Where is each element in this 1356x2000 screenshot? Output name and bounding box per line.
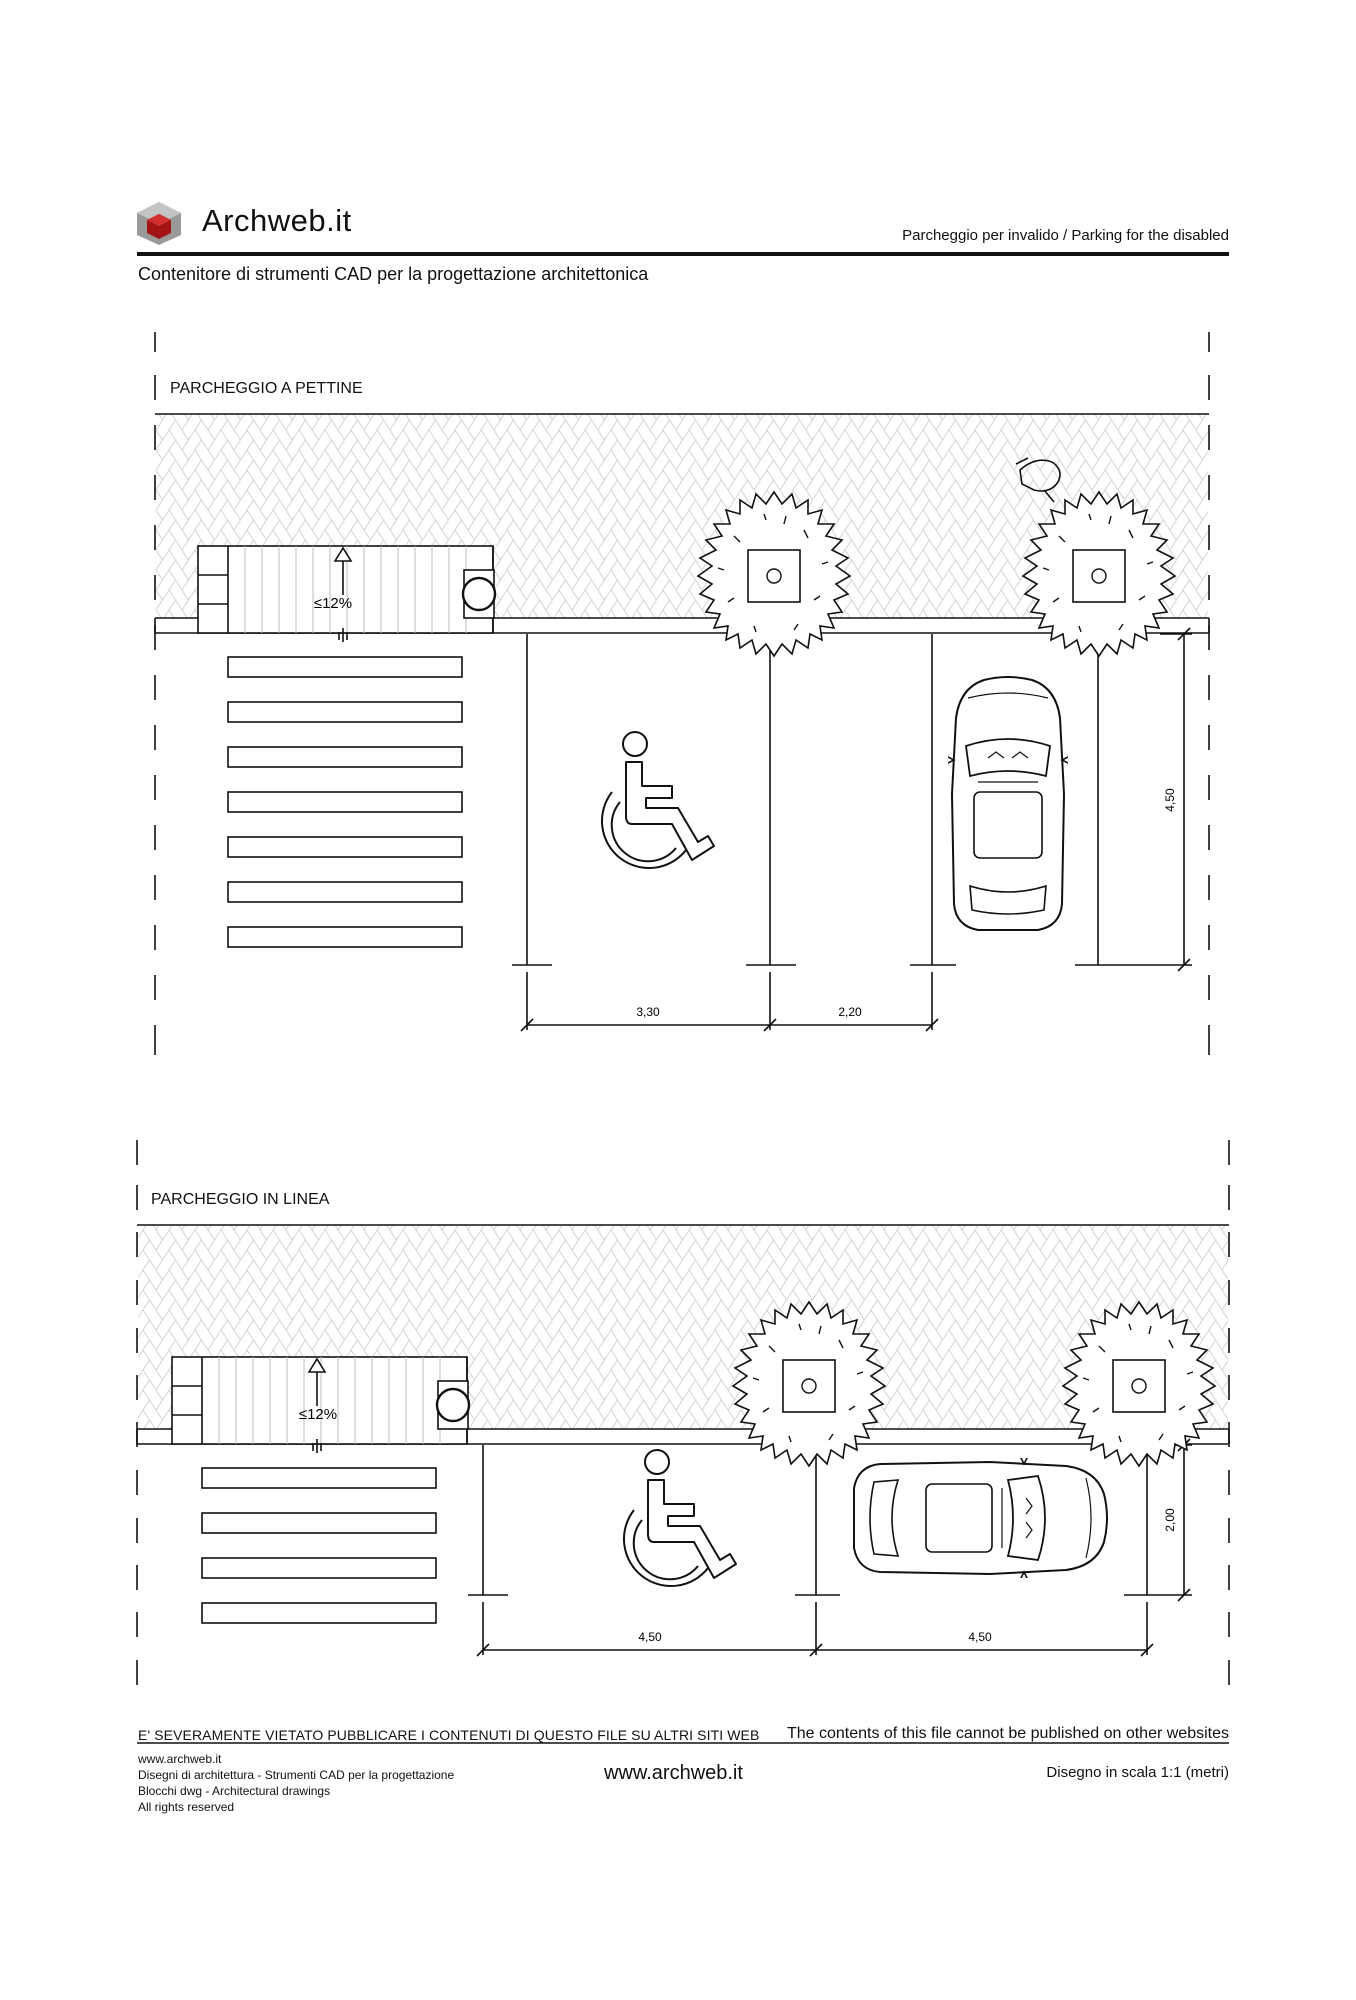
- dimension-label: 2,00: [1163, 1508, 1177, 1532]
- dimension-label: 4,50: [638, 1630, 662, 1644]
- footer-note: Blocchi dwg - Architectural drawings: [138, 1784, 331, 1798]
- dimension-label: 3,30: [636, 1005, 660, 1019]
- dimension-label: 2,20: [838, 1005, 862, 1019]
- slope-label: ≤12%: [313, 595, 353, 612]
- section-title-parallel: PARCHEGGIO IN LINEA: [151, 1191, 330, 1208]
- wheelchair-symbol-icon: [624, 1450, 736, 1586]
- footer-note: All rights reserved: [138, 1800, 235, 1814]
- section-title-perpendicular: PARCHEGGIO A PETTINE: [170, 380, 363, 397]
- logo-text: Archweb.it: [202, 203, 352, 238]
- footer-note: www.archweb.it: [138, 1752, 222, 1766]
- dimension-label: 4,50: [1163, 788, 1177, 812]
- footer-note: Disegni di architettura - Strumenti CAD per la progettazione: [138, 1768, 455, 1782]
- subtitle: Contenitore di strumenti CAD per la progettazione architettonica: [138, 264, 649, 284]
- slope-label: ≤12%: [298, 1406, 338, 1423]
- drawing-title: Parcheggio per invalido / Parking for the disabled: [902, 227, 1229, 244]
- wheelchair-symbol-icon: [602, 732, 714, 868]
- bench-icon: [437, 1381, 469, 1429]
- car-icon: [942, 677, 1074, 930]
- bench-icon: [463, 570, 495, 618]
- car-icon: [854, 1452, 1107, 1584]
- drawing-scale: Disegno in scala 1:1 (metri): [1046, 1764, 1229, 1781]
- dimension-label: 4,50: [968, 1630, 992, 1644]
- copyright-warning-it: E' SEVERAMENTE VIETATO PUBBLICARE I CONTENUTI DI QUESTO FILE SU ALTRI SITI WEB: [138, 1727, 760, 1743]
- copyright-warning-en: The contents of this file cannot be published on other websites: [786, 1725, 1229, 1742]
- footer-url[interactable]: www.archweb.it: [604, 1762, 743, 1784]
